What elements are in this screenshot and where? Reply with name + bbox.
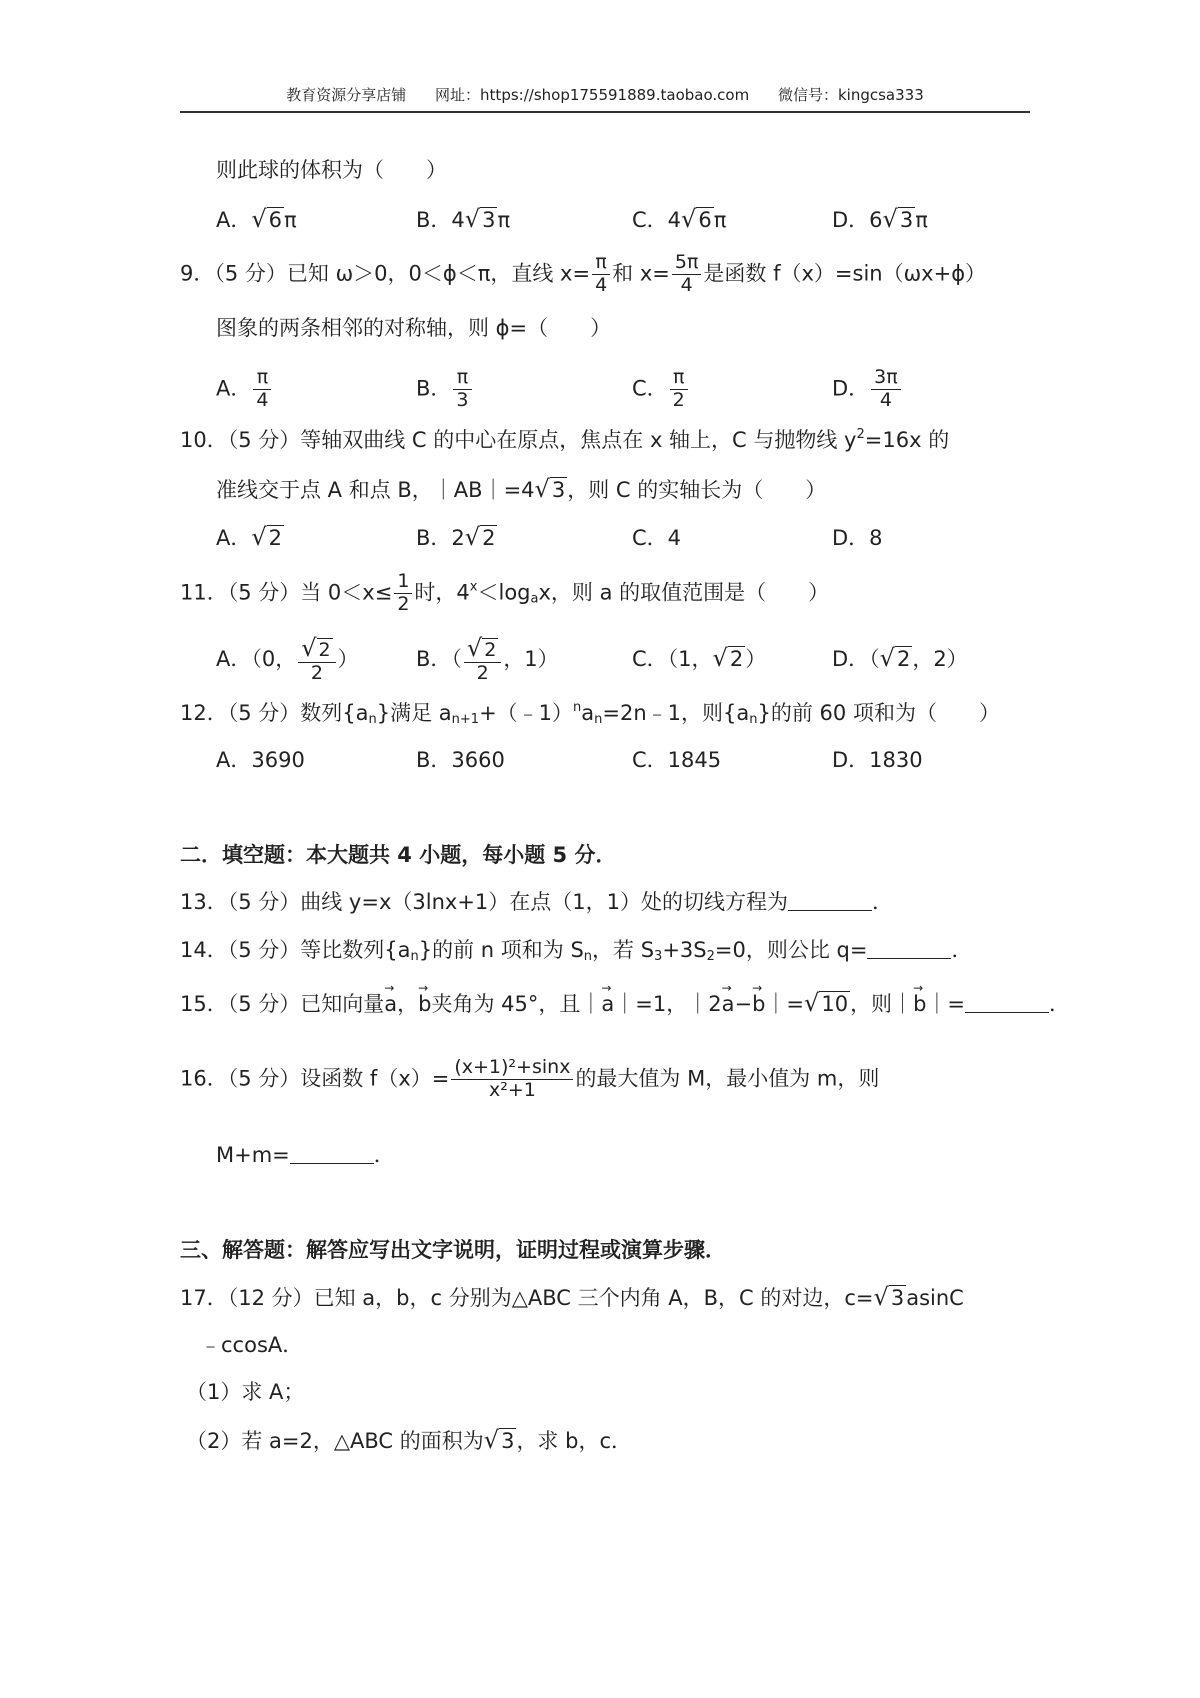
q15-answer-blank[interactable] [965,994,1049,1013]
q8-tail: 则此球的体积为（ ） [216,158,447,182]
q11-option-a: A．（0， $\frac{√ 2}{2}$ ） [216,634,359,685]
q9-option-c: C． $\frac{\pi}{2}$ [632,368,690,411]
q9-option-d: D． $\frac{3\pi}{4}$ [832,368,903,411]
section-2-heading: 二．填空题：本大题共 4 小题，每小题 5 分． [180,843,617,867]
q10-option-a: A．√2 [216,523,283,551]
q17-stem-line2: ﹣ccosA． [200,1333,304,1357]
q13: 13．（5 分）曲线 y=x（3lnx+1）在点（1，1）处的切线方程为 ． [180,890,893,914]
q10-stem-line2: 准线交于点 A 和点 B，｜AB｜=4√3，则 C 的实轴长为（ ） [216,475,827,503]
q16-answer-blank[interactable] [290,1145,374,1164]
q9-option-b: B． $\frac{\pi}{3}$ [416,368,474,411]
q15: 15．（5 分）已知向量→ a，→ b夹角为 45°，且｜→ a｜=1，｜2→ a−→ b｜=√10，则｜→ b｜= ． [180,990,1070,1015]
q12-option-c: C．1845 [632,748,722,772]
q8-option-b: B．4√3π [416,205,511,233]
shop-url[interactable]: 网址：https://shop175591889.taobao.com [435,86,750,104]
q12-option-b: B．3660 [416,748,505,772]
q12-option-d: D．1830 [832,748,923,772]
q17-part-1: （1）求 A； [186,1380,305,1404]
page-header [180,84,1030,105]
q11-option-b: B．（ $\frac{√ 2}{2}$ ，1） [416,634,559,685]
q16-line2: M+m= ． [216,1143,395,1167]
q9-stem: 9．（5 分）已知 ω＞0，0＜ϕ＜π，直线 x= $\frac{\pi}{4}$ 和 x= $\frac{5\pi}{4}$ 是函数 f（x）=sin（ωx+ϕ） [180,251,987,296]
q9-stem-line2: 图象的两条相邻的对称轴，则 ϕ=（ ） [216,316,612,340]
q14: 14．（5 分）等比数列$\{a_n\}$的前 n 项和为 $S_n$，若 $S_3+3S_2=0$，则公比 q= ． [180,938,973,964]
q11-option-d: D．（√2，2） [832,644,968,672]
q10-option-d: D．8 [832,526,883,550]
q8-option-c: C．4√6π [632,205,727,233]
q16: 16．（5 分）设函数 f（x）= $\frac{\text{(x+1)²+sinx}}{\text{x²+1}}$ 的最大值为 M，最小值为 m，则 [180,1056,880,1101]
q14-answer-blank[interactable] [867,940,951,959]
q13-answer-blank[interactable] [788,892,872,911]
q10-stem: 10．（5 分）等轴双曲线 C 的中心在原点，焦点在 x 轴上，C 与抛物线 $y^2=16x$ 的 [180,427,950,452]
q12-option-a: A．3690 [216,748,305,772]
q10-option-b: B．2√2 [416,523,496,551]
section-3-heading: 三、解答题：解答应写出文字说明，证明过程或演算步骤． [180,1238,726,1262]
q11-option-c: C．（1，√2） [632,644,767,672]
q10-option-c: C．4 [632,526,682,550]
q12-stem: 12．（5 分）数列$\{a_n\}$满足 $a_{n+1}+(﹣1)^na_n=2n﹣1$，则$\{a_n\}$的前 60 项和为（ ） [180,700,1000,727]
q9-option-a: A． $\frac{\pi}{4}$ [216,368,273,411]
q8-option-d: D．6√3π [832,205,928,233]
q17-part-2: （2）若 a=2，△ABC 的面积为√3，求 b，c． [186,1426,632,1454]
q17-stem: 17．（12 分）已知 a，b，c 分别为△ABC 三个内角 A，B，C 的对边，c=√3asinC [180,1283,964,1311]
header-rule [180,111,1030,113]
shop-name: 教育资源分享店铺 [286,86,407,104]
q8-option-a: A．√6π [216,205,297,233]
wechat-id: 微信号：kingcsa333 [777,86,924,104]
q11-stem: 11．（5 分）当 0＜x≤ $\frac{1}{2}$ 时，$4^x<\log_ax$，则 a 的取值范围是（ ） [180,570,830,615]
